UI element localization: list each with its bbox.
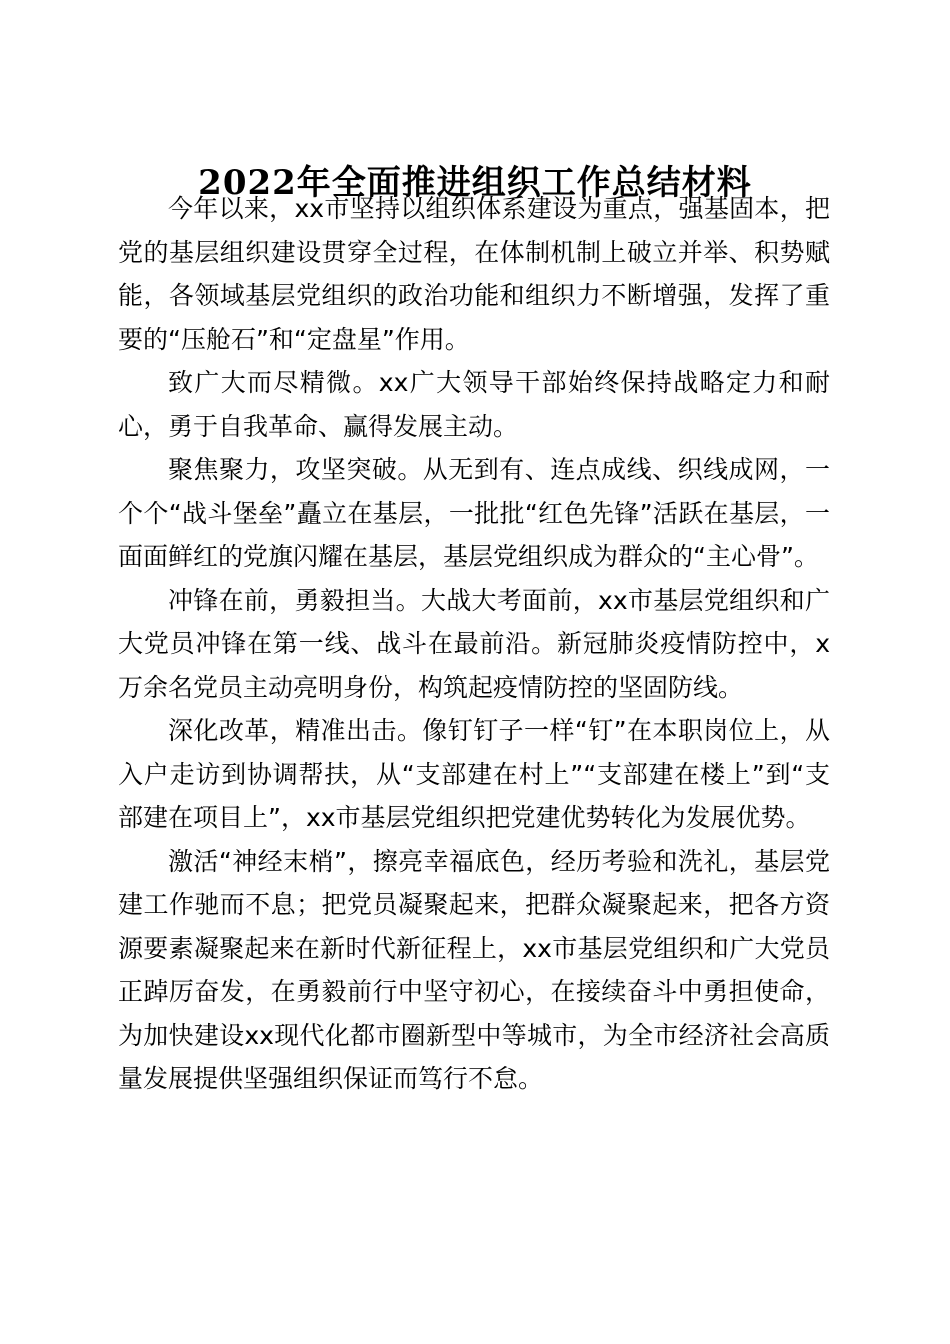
paragraph-3: 聚焦聚力，攻坚突破。从无到有、连点成线、织线成网，一个个“战斗堡垒”矗立在基层，一批批“红色先锋”活跃在基层，一面面鲜红的党旗闪耀在基层，基层党组织成为群众的“主心骨”。 <box>118 455 830 571</box>
paragraph-intro: 今年以来，xx市坚持以组织体系建设为重点，强基固本，把党的基层组织建设贯穿全过程，在体制机制上破立并举、积势赋能，各领域基层党组织的政治功能和组织力不断增强，发挥了重要的“压舱石”和“定盘星”作用。 <box>118 194 830 354</box>
paragraph-4: 冲锋在前，勇毅担当。大战大考面前，xx市基层党组织和广大党员冲锋在第一线、战斗在最前沿。新冠肺炎疫情防控中，x万余名党员主动亮明身份，构筑起疫情防控的坚固防线。 <box>118 585 830 702</box>
paragraph-6: 激活“神经末梢”，擦亮幸福底色，经历考验和洗礼，基层党建工作驰而不息；把党员凝聚起来，把群众凝聚起来，把各方资源要素凝聚起来在新时代新征程上，xx市基层党组织和广大党员正踔厉奋发，在勇毅前行中坚守初心，在接续奋斗中勇担使命，为加快建设xx现代化都市圈新型中等城市，为全市经济社会高质量发展提供坚强组织保证而笃行不怠。 <box>118 846 830 1093</box>
paragraph-2: 致广大而尽精微。xx广大领导干部始终保持战略定力和耐心，勇于自我革命、赢得发展主动。 <box>118 368 830 441</box>
paragraph-5: 深化改革，精准出击。像钉钉子一样“钉”在本职岗位上，从入户走访到协调帮扶，从“支部建在村上”“支部建在楼上”到“支部建在项目上”，xx市基层党组织把党建优势转化为发展优势。 <box>118 716 830 832</box>
document-title: 2022年全面推进组织工作总结材料 <box>198 162 752 203</box>
document-body <box>118 187 830 1101</box>
